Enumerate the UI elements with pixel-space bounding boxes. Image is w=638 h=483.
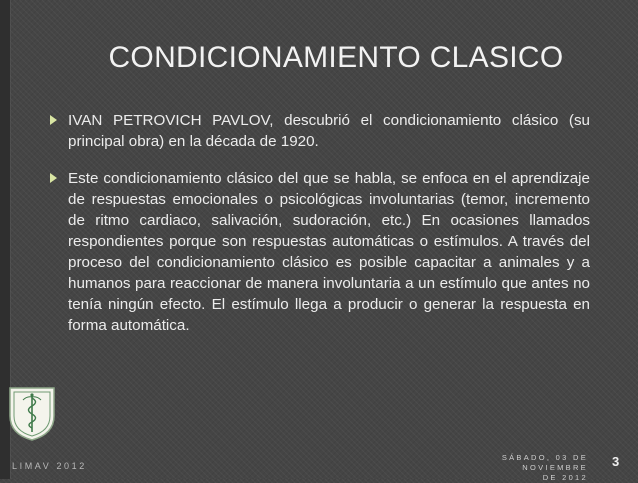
slide-content	[46, 110, 590, 352]
footer-author: LIMAV 2012	[12, 461, 87, 471]
bullet-item	[46, 168, 590, 336]
bullet-text: IVAN PETROVICH PAVLOV, descubrió el condicionamiento clásico (su principal obra) en la década de 1920.	[68, 112, 590, 150]
footer-date-line1: SÁBADO, 03 DE NOVIEMBRE	[501, 453, 588, 472]
footer-date-line2: DE 2012	[542, 473, 588, 482]
slide-title: CONDICIONAMIENTO CLASICO	[108, 41, 564, 74]
bullet-item	[46, 110, 590, 152]
triangle-bullet-icon	[50, 115, 57, 125]
page-number: 3	[612, 454, 620, 469]
university-seal-icon	[6, 382, 58, 442]
bullet-text: Este condicionamiento clásico del que se habla, se enfoca en el aprendizaje de respuestas emocionales o psicológicas involuntarias (temor, incremento de ritmo cardiaco, salivación, sudoración, etc.) En ocasiones llamados respondientes porque son respuestas automáticas o estímulos. A través del proceso del condicionamiento clásico es posible capacitar a animales y a humanos para reaccionar de manera involuntaria a un estímulo que antes no tenía ningún efecto. El estímulo llega a producir o generar la respuesta en forma automática.	[68, 170, 590, 334]
triangle-bullet-icon	[50, 173, 57, 183]
